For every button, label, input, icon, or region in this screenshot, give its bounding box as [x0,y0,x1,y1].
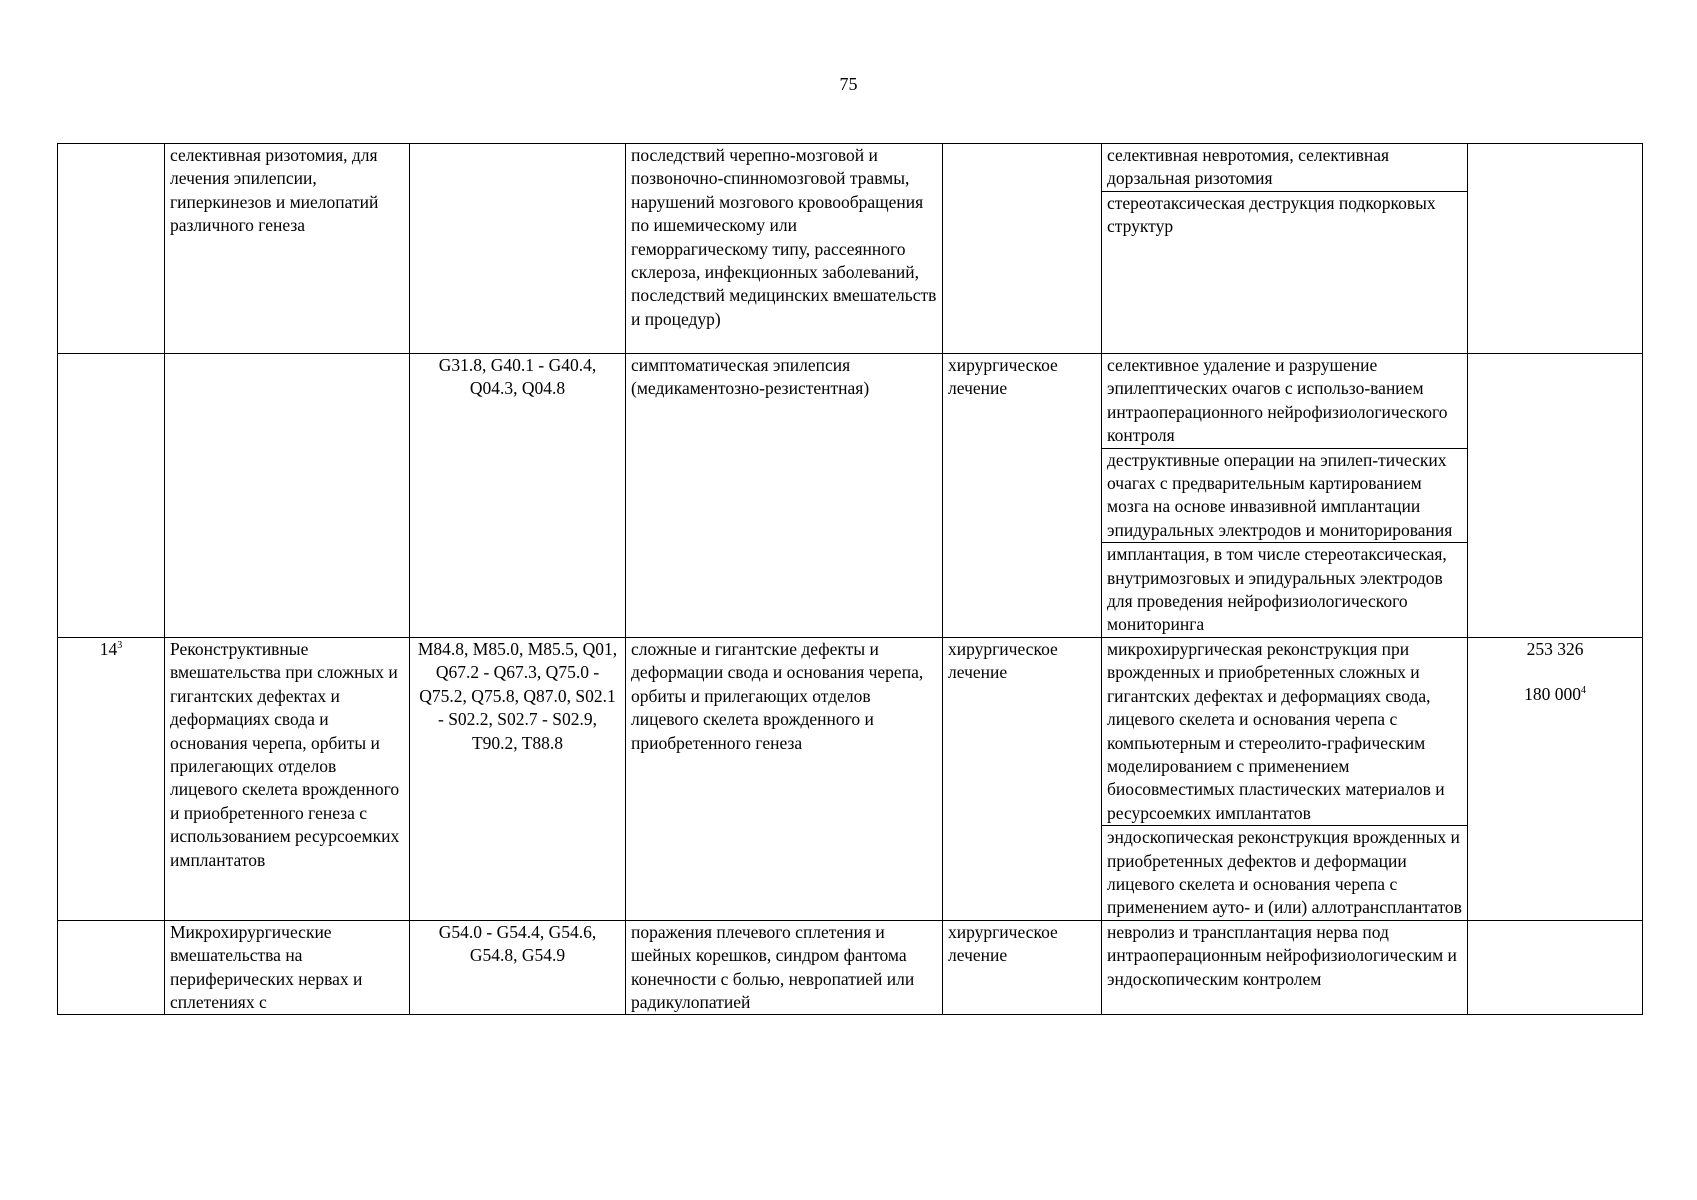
method-item: деструктивные операции на эпилеп-тических очагах с предварительным картированием мозга на основе инвазивной имплантации эпидуральных электродов и мониторирования [1102,448,1467,543]
treatment-methods [1102,920,1468,1015]
page-number: 75 [839,74,858,94]
method-item: микрохирургическая реконструкция при врожденных и приобретенных сложных и гигантских дефектах и деформациях свода, лицевого скелета и основания черепа с компьютерным и стереолито-графическим моделированием с применением биосовместимых пластических материалов и ресурсоемких имплантатов [1107,638,1445,823]
cost-value-alt [1473,683,1637,706]
procedures-table [57,143,1643,1015]
row-number: 14 [99,638,118,659]
cost-footnote: 4 [1580,685,1586,697]
icd-codes: G31.8, G40.1 - G40.4, Q04.3, Q04.8 [410,354,626,638]
cost-cell [1468,354,1643,638]
procedure-name: Микрохирургические вмешательства на периферических нервах и сплетениях с [165,920,410,1015]
patient-model: сложные и гигантские дефекты и деформации свода и основания черепа, орбиты и прилегающих отделов лицевого скелета врожденного и приобретенного генеза [626,637,943,920]
cost-cell [1468,920,1643,1015]
row-number-cell [58,920,165,1015]
row-number-cell [58,144,165,354]
treatment-type [943,144,1102,354]
cost-value: 253 326 [1526,638,1584,659]
table-row [58,144,1643,354]
icd-codes: M84.8, M85.0, M85.5, Q01, Q67.2 - Q67.3, Q75.0 - Q75.2, Q75.8, Q87.0, S02.1 - S02.2, S02.7 - S02.9, T90.2, T88.8 [410,637,626,920]
treatment-type: хирургическое лечение [943,637,1102,920]
cost-cell [1468,144,1643,354]
procedure-name: Реконструктивные вмешательства при сложных и гигантских дефектах и деформациях свода и основания черепа, орбиты и прилегающих отделов лицевого скелета врожденного и приобретенного генеза с использованием ресурсоемких имплантатов [165,637,410,920]
cost-value-alt-amount: 180 000 [1524,684,1581,705]
table-row [58,920,1643,1015]
treatment-methods [1102,637,1468,920]
method-item: стереотаксическая деструкция подкорковых структур [1102,191,1467,239]
treatment-methods [1102,144,1468,354]
treatment-type: хирургическое лечение [943,354,1102,638]
row-number-cell [58,637,165,920]
treatment-methods [1102,354,1468,638]
method-item: эндоскопическая реконструкция врожденных и приобретенных дефектов и деформации лицевого скелета и основания черепа с применением ауто- и (или) аллотрансплантатов [1102,825,1467,920]
table-row [58,354,1643,638]
patient-model: последствий черепно-мозговой и позвоночно-спинномозговой травмы, нарушений мозгового кровообращения по ишемическому или геморрагическому типу, рассеянного склероза, инфекционных заболеваний, последствий медицинских вмешательств и процедур) [626,144,943,354]
patient-model: поражения плечевого сплетения и шейных корешков, синдром фантома конечности с болью, невропатией или радикулопатией [626,920,943,1015]
icd-codes [410,144,626,354]
table-row [58,637,1643,920]
row-number-footnote: 3 [117,640,123,652]
cost-cell [1468,637,1643,920]
method-item: селективная невротомия, селективная дорзальная ризотомия [1107,145,1390,189]
procedure-name: селективная ризотомия, для лечения эпилепсии, гиперкинезов и миелопатий различного генеза [165,144,410,354]
row-number-cell [58,354,165,638]
treatment-type: хирургическое лечение [943,920,1102,1015]
method-item: имплантация, в том числе стереотаксическая, внутримозговых и эпидуральных электродов для проведения нейрофизиологического мониторинга [1102,542,1467,637]
method-item: невролиз и трансплантация нерва под интраоперационным нейрофизиологическим и эндоскопическим контролем [1107,921,1457,989]
procedure-name [165,354,410,638]
method-item: селективное удаление и разрушение эпилептических очагов с использо-ванием интраоперационного нейрофизиологического контроля [1107,355,1448,446]
patient-model: симптоматическая эпилепсия (медикаментозно-резистентная) [626,354,943,638]
icd-codes: G54.0 - G54.4, G54.6, G54.8, G54.9 [410,920,626,1015]
